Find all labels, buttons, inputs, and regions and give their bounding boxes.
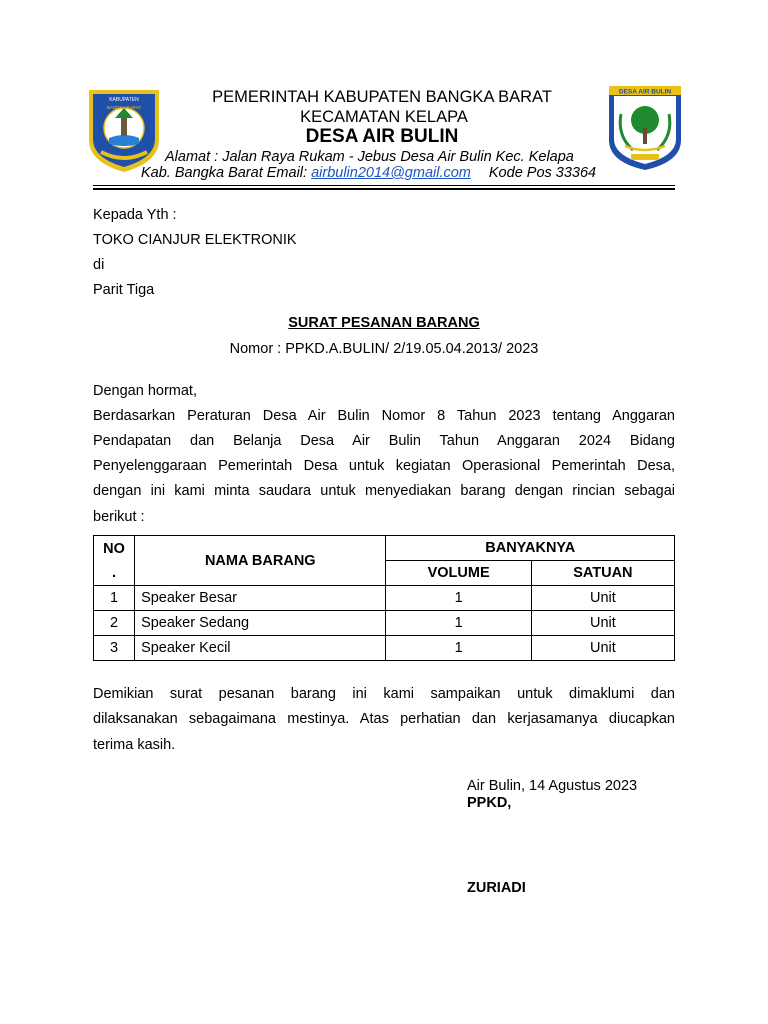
table-row (94, 586, 675, 611)
paragraph-1-line: berikut : (93, 509, 145, 525)
row-volume: 1 (386, 611, 531, 636)
row-name: Speaker Sedang (135, 611, 386, 636)
signature-place-date: Air Bulin, 14 Agustus 2023 (467, 778, 638, 794)
svg-text:DESA AIR BULIN: DESA AIR BULIN (618, 88, 672, 96)
letterhead-government: PEMERINTAH KABUPATEN BANGKA BARAT (212, 88, 552, 106)
letterhead-contact (0, 165, 768, 181)
row-unit: Unit (531, 611, 674, 636)
letterhead-rule-thin (93, 185, 675, 186)
table-header-row (94, 536, 675, 561)
recipient-salutation: Kepada Yth : (93, 207, 177, 223)
row-no: 2 (94, 611, 135, 636)
header-no-dot: . (112, 564, 117, 581)
svg-text:KABUPATEN: KABUPATEN (109, 97, 139, 103)
header-satuan: SATUAN (531, 561, 674, 586)
paragraph-2-line: Demikian surat pesanan barang ini kami sampaikan untuk dimaklumi dan (93, 686, 675, 702)
table-row (94, 611, 675, 636)
letterhead-district: KECAMATAN KELAPA (300, 108, 468, 126)
row-name: Speaker Kecil (135, 636, 386, 661)
row-volume: 1 (386, 586, 531, 611)
email-link[interactable]: airbulin2014@gmail.com (311, 165, 471, 181)
paragraph-1-line: Berdasarkan Peraturan Desa Air Bulin Nomor 8 Tahun 2023 tentang Anggaran (93, 408, 675, 424)
paragraph-2-line: terima kasih. (93, 737, 176, 753)
letterhead-rule-thick (93, 188, 675, 190)
items-table (93, 535, 675, 661)
letter-title: SURAT PESANAN BARANG (288, 315, 480, 331)
paragraph-1-line: Pendapatan dan Belanja Desa Air Bulin Tahun Anggaran 2024 Bidang (93, 433, 675, 449)
postal-code: Kode Pos 33364 (488, 165, 597, 181)
header-banyaknya: BANYAKNYA (386, 536, 675, 561)
greeting: Dengan hormat, (93, 383, 197, 399)
signature-role: PPKD, (467, 795, 512, 811)
row-unit: Unit (531, 636, 674, 661)
header-no (94, 536, 135, 586)
table-row (94, 636, 675, 661)
letter-number: Nomor : PPKD.A.BULIN/ 2/19.05.04.2013/ 2023 (229, 341, 539, 357)
svg-text:BANGKA BARAT: BANGKA BARAT (106, 105, 142, 110)
header-no-label: NO (103, 540, 125, 557)
paragraph-2-line: dilaksanakan sebagaimana mestinya. Atas perhatian dan kerjasamanya diucapkan (93, 711, 675, 727)
contact-prefix: Kab. Bangka Barat Email: (141, 165, 312, 181)
header-name: NAMA BARANG (135, 536, 386, 586)
row-unit: Unit (531, 586, 674, 611)
header-volume: VOLUME (386, 561, 531, 586)
recipient-name: TOKO CIANJUR ELEKTRONIK (93, 232, 297, 248)
recipient-prep: di (93, 257, 105, 273)
letterhead-address: Alamat : Jalan Raya Rukam - Jebus Desa Air Bulin Kec. Kelapa (165, 149, 574, 165)
letterhead-village: DESA AIR BULIN (305, 126, 459, 147)
paragraph-1-line: dengan ini kami minta saudara untuk menyediakan barang dengan rincian sebagai (93, 483, 675, 499)
recipient-place: Parit Tiga (93, 282, 155, 298)
paragraph-1-line: Penyelenggaraan Pemerintah Desa untuk kegiatan Operasional Pemerintah Desa, (93, 458, 675, 474)
row-volume: 1 (386, 636, 531, 661)
signature-name: ZURIADI (467, 880, 526, 896)
row-name: Speaker Besar (135, 586, 386, 611)
row-no: 1 (94, 586, 135, 611)
row-no: 3 (94, 636, 135, 661)
